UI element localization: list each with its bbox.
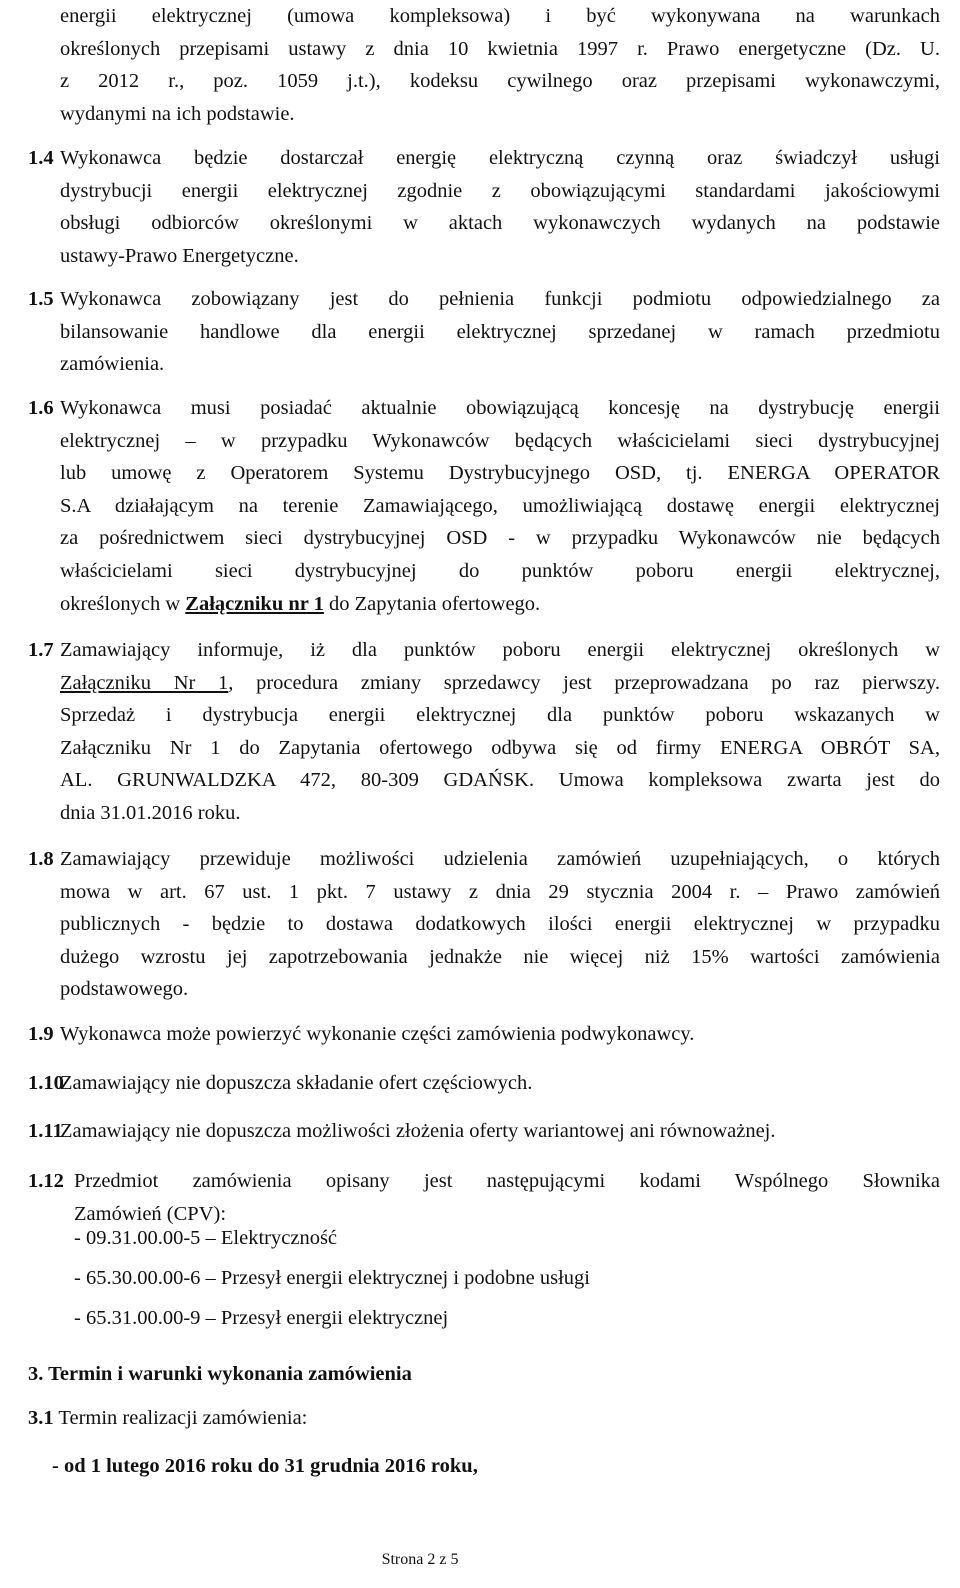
section-1-12-text bbox=[74, 1165, 940, 1230]
section-number-1-6: 1.6 bbox=[28, 397, 54, 419]
text-line: dużego wzrostu jej zapotrzebowania jednakże nie więcej niż 15% wartości zamówienia bbox=[60, 945, 940, 968]
section-number-1-11: 1.11 bbox=[28, 1120, 63, 1142]
text-line: ustawy-Prawo Energetyczne. bbox=[60, 244, 299, 267]
text-line: bilansowanie handlowe dla energii elektrycznej sprzedanej w ramach przedmiotu bbox=[60, 320, 940, 343]
cpv-code-item: - 65.30.00.00-6 – Przesył energii elektrycznej i podobne usługi bbox=[74, 1267, 590, 1289]
text-fragment: określonych w bbox=[60, 592, 186, 615]
section-number-1-8: 1.8 bbox=[28, 848, 54, 870]
text-line: S.A działającym na terenie Zamawiającego, umożliwiającą dostawę energii elektrycznej bbox=[60, 494, 940, 517]
section-1-10-text: Zamawiający nie dopuszcza składanie ofert częściowych. bbox=[60, 1072, 533, 1094]
intro-line: określonych przepisami ustawy z dnia 10 kwietnia 1997 r. Prawo energetyczne (Dz. U. bbox=[60, 37, 940, 60]
intro-line: wydanymi na ich podstawie. bbox=[60, 102, 295, 125]
text-line: właścicielami sieci dystrybucyjnej do punktów poboru energii elektrycznej, bbox=[60, 559, 940, 582]
page-number: Strona 2 z 5 bbox=[381, 1551, 459, 1568]
text-line bbox=[60, 588, 940, 621]
intro-line: energii elektrycznej (umowa kompleksowa) i być wykonywana na warunkach bbox=[60, 5, 940, 27]
section-number-1-4: 1.4 bbox=[28, 147, 54, 169]
text-line: za pośrednictwem sieci dystrybucyjnej OSD - w przypadku Wykonawców nie będących bbox=[60, 527, 940, 550]
intro-paragraph bbox=[60, 0, 940, 130]
section-number-1-5: 1.5 bbox=[28, 288, 54, 310]
section-1-9-text: Wykonawca może powierzyć wykonanie części zamówienia podwykonawcy. bbox=[60, 1023, 695, 1045]
section-3-1-line bbox=[28, 1402, 307, 1435]
section-1-7-text bbox=[60, 634, 940, 830]
intro-line: z 2012 r., poz. 1059 j.t.), kodeksu cywilnego oraz przepisami wykonawczymi, bbox=[60, 70, 940, 93]
text-line: Zamawiający przewiduje możliwości udzielenia zamówień uzupełniających, o których bbox=[60, 848, 940, 870]
attachment-reference: Załączniku nr 1 bbox=[185, 592, 324, 615]
text-line: podstawowego. bbox=[60, 978, 189, 1001]
text-line: elektrycznej – w przypadku Wykonawców będących właścicielami sieci dystrybucyjnej bbox=[60, 429, 940, 452]
text-line: mowa w art. 67 ust. 1 pkt. 7 ustawy z dnia 29 stycznia 2004 r. – Prawo zamówień bbox=[60, 880, 940, 903]
section-1-4-text bbox=[60, 142, 940, 272]
text-line: dystrybucji energii elektrycznej zgodnie z obowiązującymi standardami jakościowymi bbox=[60, 179, 940, 202]
text-line: publicznych - będzie to dostawa dodatkowych ilości energii elektrycznej w przypadku bbox=[60, 913, 940, 936]
text-line: Zamówień (CPV): bbox=[74, 1202, 227, 1225]
cpv-code-item: - 09.31.00.00-5 – Elektryczność bbox=[74, 1227, 338, 1249]
text-line: Wykonawca będzie dostarczał energię elektryczną czynną oraz świadczył usługi bbox=[60, 147, 940, 169]
text-line: Zamawiający informuje, iż dla punktów poboru energii elektrycznej określonych w bbox=[60, 639, 940, 661]
section-1-11-text: Zamawiający nie dopuszcza możliwości złożenia oferty wariantowej ani równoważnej. bbox=[60, 1120, 776, 1142]
text-line: zamówienia. bbox=[60, 353, 165, 376]
section-number-1-7: 1.7 bbox=[28, 639, 54, 661]
text-line: lub umowę z Operatorem Systemu Dystrybucyjnego OSD, tj. ENERGA OPERATOR bbox=[60, 462, 940, 485]
text-line: Sprzedaż i dystrybucja energii elektrycznej dla punktów poboru wskazanych w bbox=[60, 704, 940, 727]
contract-term: - od 1 lutego 2016 roku do 31 grudnia 2016 roku, bbox=[52, 1455, 478, 1477]
text-line: Przedmiot zamówienia opisany jest następującymi kodami Wspólnego Słownika bbox=[74, 1170, 940, 1192]
section-1-5-text bbox=[60, 283, 940, 381]
text-line: Wykonawca zobowiązany jest do pełnienia funkcji podmiotu odpowiedzialnego za bbox=[60, 288, 940, 310]
attachment-reference: Załączniku Nr 1 bbox=[60, 671, 229, 694]
section-1-8-text bbox=[60, 843, 940, 1006]
section-heading-3: 3. Termin i warunki wykonania zamówienia bbox=[28, 1363, 412, 1385]
text-fragment: , procedura zmiany sprzedawcy jest przeprowadzana po raz pierwszy. bbox=[228, 671, 940, 694]
text-fragment: do Zapytania ofertowego. bbox=[323, 592, 541, 615]
text-line: dnia 31.01.2016 roku. bbox=[60, 801, 241, 824]
section-1-6-text bbox=[60, 392, 940, 620]
section-number-1-9: 1.9 bbox=[28, 1023, 54, 1045]
section-number-3-1: 3.1 bbox=[28, 1407, 54, 1429]
section-3-1-text: Termin realizacji zamówienia: bbox=[53, 1407, 308, 1429]
text-line: Załączniku Nr 1 do Zapytania ofertowego odbywa się od firmy ENERGA OBRÓT SA, bbox=[60, 736, 940, 759]
text-line bbox=[60, 667, 940, 700]
text-line: Wykonawca musi posiadać aktualnie obowiązującą koncesję na dystrybucję energii bbox=[60, 397, 940, 419]
section-number-1-12: 1.12 bbox=[28, 1170, 64, 1192]
cpv-code-item: - 65.31.00.00-9 – Przesył energii elektrycznej bbox=[74, 1307, 449, 1329]
text-line: AL. GRUNWALDZKA 472, 80-309 GDAŃSK. Umowa kompleksowa zwarta jest do bbox=[60, 769, 940, 792]
text-line: obsługi odbiorców określonymi w aktach wykonawczych wydanych na podstawie bbox=[60, 212, 940, 235]
section-number-1-10: 1.10 bbox=[28, 1072, 64, 1094]
